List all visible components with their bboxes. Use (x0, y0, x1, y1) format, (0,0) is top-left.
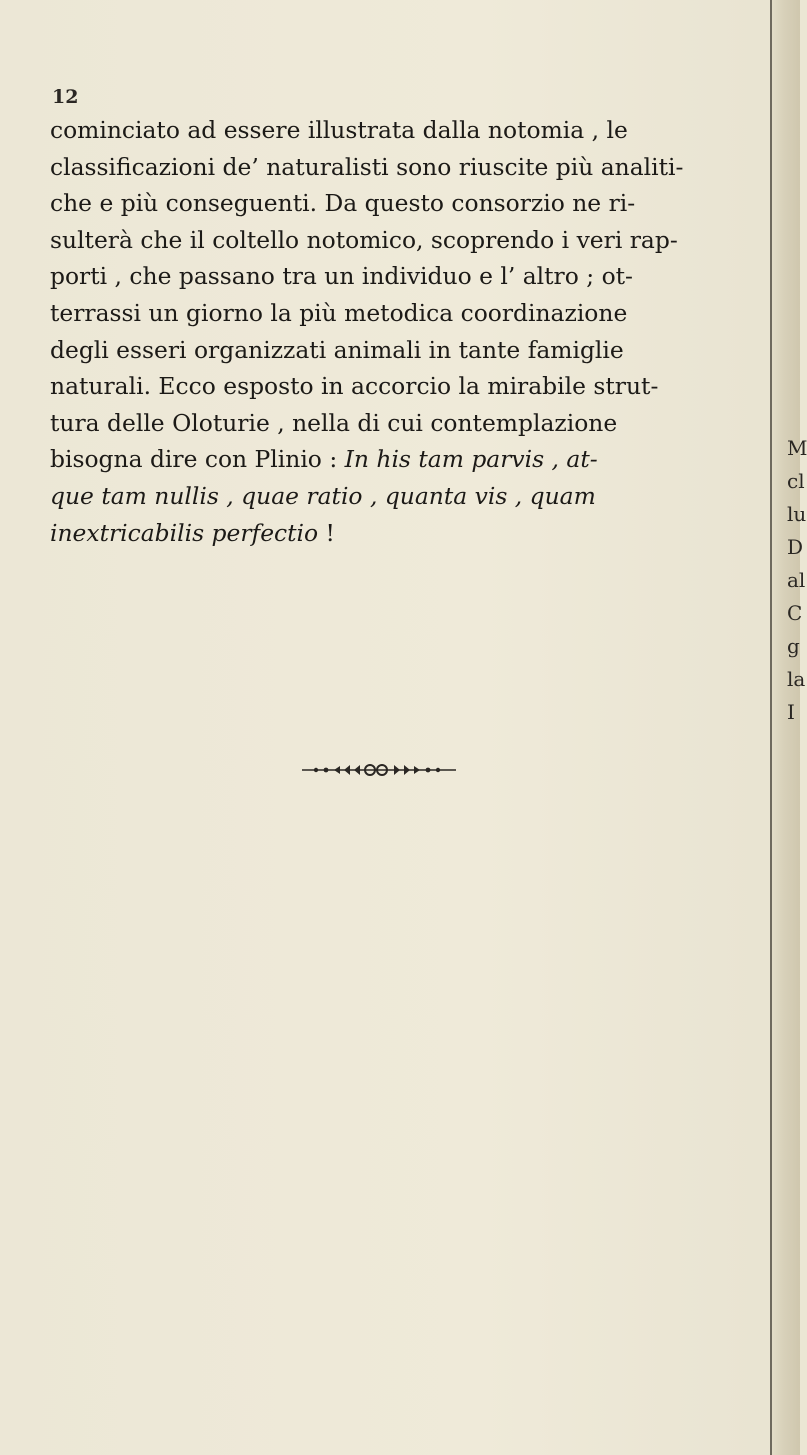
text-line: terrassi un giorno la più metodica coordinazione (50, 298, 628, 327)
ornament-divider-icon (302, 763, 456, 777)
adjacent-page-letters (787, 432, 807, 729)
text-line: porti , che passano tra un individuo e l’ altro ; ot- (50, 262, 633, 291)
text-line: naturali. Ecco esposto in accorcio la mirabile strut- (50, 372, 659, 401)
edge-letter: I (787, 700, 795, 724)
body-paragraph (50, 112, 766, 551)
latin-quote-line: In his tam parvis , at- (344, 445, 598, 474)
text-line: tura delle Oloturie , nella di cui contemplazione (50, 408, 618, 437)
exclamation-mark: ! (318, 518, 335, 547)
text-line: classificazioni de’ naturalisti sono riuscite più analiti- (50, 152, 684, 181)
edge-letter: C (787, 601, 803, 625)
text-line: cominciato ad essere illustrata dalla notomia , le (50, 116, 628, 144)
quote-intro: bisogna dire con Plinio : (50, 445, 345, 474)
text-line: sulterà che il coltello notomico, scoprendo i veri rap- (50, 225, 678, 254)
latin-quote-line: inextricabilis perfectio (50, 518, 319, 547)
edge-letter: al (787, 568, 806, 592)
page-number: 12 (52, 86, 79, 108)
text-line-quote-end (50, 515, 766, 552)
edge-letter: D (787, 535, 804, 559)
edge-letter: la (787, 667, 806, 691)
text-line: che e più conseguenti. Da questo consorzio ne ri- (50, 189, 636, 218)
latin-quote-line: que tam nullis , quae ratio , quanta vis , quam (50, 481, 596, 510)
edge-letter: cl (787, 469, 805, 493)
edge-letter: M (787, 436, 807, 460)
text-line-quote-intro (50, 441, 766, 478)
edge-letter: lu (787, 502, 807, 526)
text-line: degli esseri organizzati animali in tante famiglie (50, 335, 624, 364)
edge-letter: g (787, 634, 800, 658)
